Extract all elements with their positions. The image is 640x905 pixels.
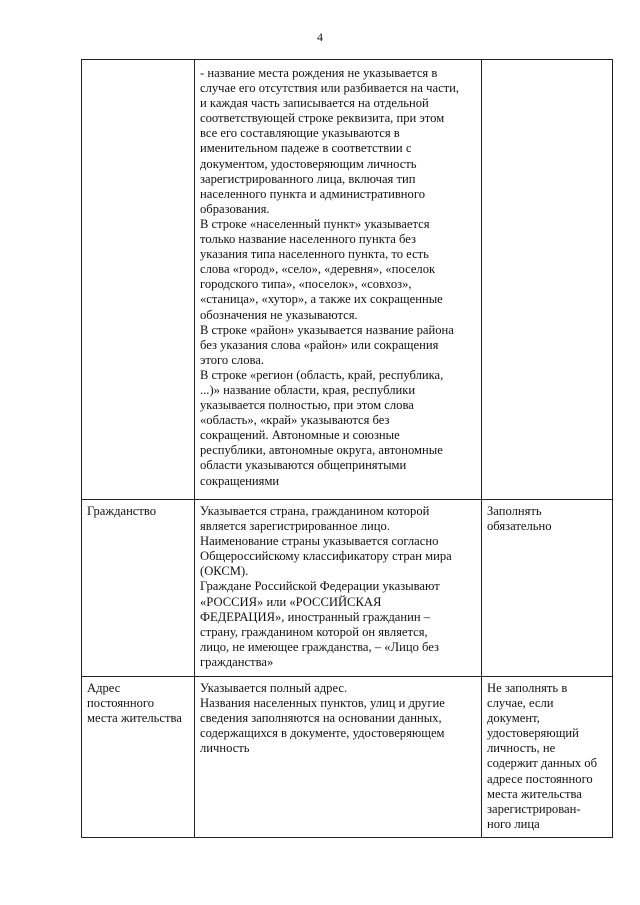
- text-line: сокращениями: [200, 473, 280, 488]
- text-line: указывается полностью, при этом слова: [200, 398, 414, 413]
- text-line: Указывается страна, гражданином которой: [200, 504, 430, 518]
- text-line: соответствующей строке реквизита, при этом: [200, 111, 445, 126]
- text-line: ФЕДЕРАЦИЯ», иностранный гражданин –: [200, 609, 431, 624]
- text-line: без указания слова «район» или сокращения: [200, 337, 439, 352]
- table-row: [82, 677, 613, 838]
- field-name-cell: [82, 60, 195, 500]
- description-cell: [195, 500, 482, 677]
- text-line: сокращений. Автономные и союзные: [200, 428, 400, 443]
- field-name-cell: [82, 677, 195, 838]
- text-line: места жительства: [487, 786, 582, 801]
- text-line: документом, удостоверяющим личность: [200, 156, 417, 171]
- table-row: [82, 60, 613, 500]
- text-line: зарегистрированного лица, включая тип: [200, 171, 416, 186]
- text-line: только название населенного пункта без: [200, 232, 417, 247]
- text-line: Названия населенных пунктов, улиц и другие: [200, 696, 445, 711]
- text-line: Граждане Российской Федерации указывают: [200, 579, 440, 594]
- note-cell: [482, 500, 613, 677]
- text-line: лицо, не имеющее гражданства, – «Лицо без: [200, 639, 439, 654]
- text-line: этого слова.: [200, 352, 265, 367]
- text-line: Наименование страны указывается согласно: [200, 534, 439, 549]
- note-cell: [482, 677, 613, 838]
- text-line: обозначения не указываются.: [200, 307, 358, 322]
- text-line: В строке «регион (область, край, республика,: [200, 367, 444, 382]
- text-line: ного лица: [487, 816, 540, 831]
- text-line: страну, гражданином которой он является,: [200, 624, 428, 639]
- text-line: личность: [200, 741, 250, 756]
- text-line: В строке «район» указывается название района: [200, 322, 454, 337]
- table-row: [82, 500, 613, 677]
- text-line: Указывается полный адрес.: [200, 681, 348, 695]
- text-line: Адрес: [87, 681, 121, 695]
- text-line: населенного пункта и административного: [200, 186, 425, 201]
- text-line: Не заполнять в: [487, 681, 568, 695]
- text-line: городского типа», «поселок», «совхоз»,: [200, 277, 412, 292]
- text-line: случае, если: [487, 696, 554, 711]
- page-number: 4: [317, 30, 323, 44]
- text-line: удостоверяющий: [487, 726, 579, 741]
- text-line: является зарегистрированное лицо.: [200, 519, 390, 534]
- text-line: постоянного: [87, 696, 155, 711]
- text-line: все его составляющие указываются в: [200, 126, 400, 141]
- description-cell: [195, 60, 482, 500]
- note-cell: [482, 60, 613, 500]
- text-line: «РОССИЯ» или «РОССИЙСКАЯ: [200, 594, 382, 609]
- text-line: гражданства»: [200, 654, 274, 669]
- text-line: и каждая часть записывается на отдельной: [200, 96, 429, 111]
- text-line: «станица», «хутор», а также их сокращенные: [200, 292, 443, 307]
- text-line: адресе постоянного: [487, 771, 593, 786]
- text-line: слова «город», «село», «деревня», «поселок: [200, 262, 436, 277]
- text-line: В строке «населенный пункт» указывается: [200, 216, 430, 231]
- text-line: обязательно: [487, 519, 552, 534]
- text-line: ...)» название области, края, республики: [200, 382, 416, 397]
- text-line: личность, не: [487, 741, 556, 756]
- text-line: республики, автономные округа, автономные: [200, 443, 443, 458]
- text-line: - название места рождения не указывается в: [200, 66, 438, 80]
- text-line: указания типа населенного пункта, то есть: [200, 247, 429, 262]
- text-line: Гражданство: [87, 504, 157, 518]
- text-line: содержащихся в документе, удостоверяющем: [200, 726, 445, 741]
- text-line: области указываются общепринятыми: [200, 458, 407, 473]
- text-line: (ОКСМ).: [200, 564, 249, 579]
- text-line: сведения заполняются на основании данных,: [200, 711, 442, 726]
- text-line: случае его отсутствия или разбивается на части,: [200, 81, 460, 96]
- text-line: зарегистрирован-: [487, 801, 581, 816]
- field-name-cell: [82, 500, 195, 677]
- text-line: документ,: [487, 711, 540, 726]
- text-line: именительном падеже в соответствии с: [200, 141, 412, 156]
- requisites-table: [81, 59, 613, 838]
- text-line: «область», «край» указываются без: [200, 413, 390, 428]
- text-line: места жительства: [87, 711, 182, 726]
- text-line: Заполнять: [487, 504, 542, 518]
- text-line: Общероссийскому классификатору стран мира: [200, 549, 452, 564]
- description-cell: [195, 677, 482, 838]
- text-line: содержит данных об: [487, 756, 597, 771]
- text-line: образования.: [200, 201, 270, 216]
